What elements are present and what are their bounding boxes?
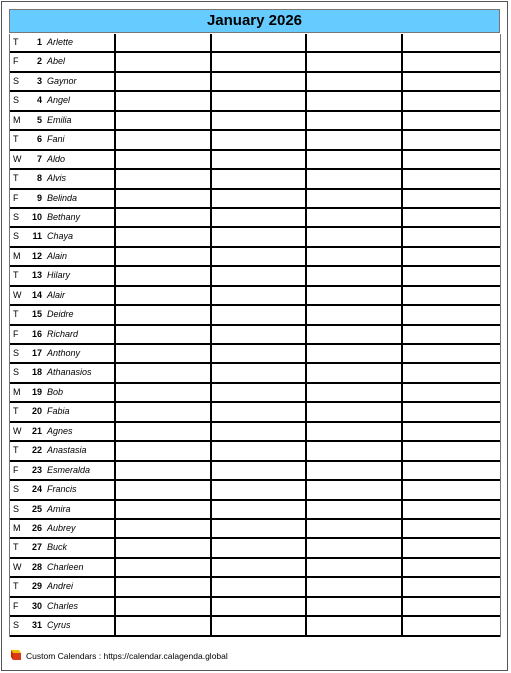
day-row: [10, 228, 500, 247]
day-row: [10, 462, 500, 481]
day-name-day: Fani: [47, 134, 65, 145]
day-name-day: Angel: [47, 95, 71, 106]
day-row: [10, 598, 500, 617]
day-name-day: Anastasia: [47, 445, 87, 456]
day-number: 2: [36, 56, 42, 67]
day-number: 14: [31, 289, 42, 300]
weekday-letter: W: [13, 289, 22, 300]
day-name-day: Aubrey: [47, 522, 76, 533]
day-number: 20: [31, 406, 42, 417]
day-row: [10, 617, 500, 636]
weekday-letter: W: [13, 561, 22, 572]
day-name-day: Charles: [47, 600, 79, 611]
weekday-letter: W: [13, 425, 22, 436]
day-number: 1: [36, 37, 42, 47]
weekday-letter: S: [13, 367, 20, 378]
day-row: [10, 248, 500, 267]
footer-link[interactable]: Custom Calendars : https://calendar.calagenda.global: [26, 651, 228, 661]
weekday-letter: S: [13, 231, 20, 242]
day-name-day: Alvis: [47, 173, 67, 184]
weekday-letter: M: [13, 522, 21, 533]
day-row: [10, 481, 500, 500]
weekday-letter: T: [13, 445, 19, 456]
weekday-letter: M: [13, 114, 21, 125]
day-name-day: Abel: [47, 56, 66, 67]
day-number: 5: [36, 114, 42, 125]
day-row: [10, 364, 500, 383]
day-name-day: Alair: [47, 289, 66, 300]
weekday-letter: W: [13, 153, 22, 164]
weekday-letter: F: [13, 464, 19, 475]
column-divider: [210, 34, 212, 637]
weekday-letter: T: [13, 173, 19, 184]
day-row: [10, 559, 500, 578]
day-number: 8: [36, 173, 42, 184]
day-number: 4: [36, 95, 42, 106]
weekday-letter: M: [13, 386, 21, 397]
day-row: [10, 287, 500, 306]
day-row: [10, 423, 500, 442]
weekday-letter: F: [13, 328, 19, 339]
day-name-day: Esmeralda: [47, 464, 91, 475]
month-title: January 2026: [9, 9, 500, 33]
day-name-day: Francis: [47, 484, 77, 495]
weekday-letter: F: [13, 56, 19, 67]
day-grid: [9, 34, 501, 637]
day-row: [10, 578, 500, 597]
day-row: [10, 53, 500, 72]
day-number: 29: [31, 581, 42, 592]
weekday-letter: M: [13, 250, 21, 261]
day-number: 19: [31, 386, 42, 397]
day-number: 11: [32, 231, 42, 242]
day-row: [10, 442, 500, 461]
weekday-letter: F: [13, 600, 19, 611]
day-row: [10, 131, 500, 150]
day-name-day: Athanasios: [47, 367, 92, 378]
day-row: [10, 190, 500, 209]
weekday-letter: S: [13, 348, 20, 358]
day-number: 3: [36, 75, 42, 86]
weekday-letter: T: [13, 309, 19, 320]
day-number: 24: [31, 484, 42, 495]
day-name-day: Agnes: [47, 425, 73, 436]
day-number: 21: [31, 425, 42, 436]
day-number: 7: [36, 153, 42, 164]
day-name-day: Charleen: [47, 561, 84, 572]
day-number: 12: [31, 250, 42, 261]
weekday-letter: T: [13, 270, 19, 281]
weekday-letter: T: [13, 406, 19, 417]
day-row: [10, 267, 500, 286]
weekday-letter: T: [13, 542, 19, 553]
column-divider: [114, 34, 116, 637]
day-number: 17: [31, 348, 42, 358]
day-number: 15: [31, 309, 42, 320]
calendar-logo-icon: [10, 649, 22, 661]
day-number: 30: [31, 600, 42, 611]
weekday-letter: T: [13, 581, 19, 592]
day-number: 13: [31, 270, 42, 281]
day-row: [10, 345, 500, 364]
day-name-day: Emilia: [47, 114, 72, 125]
day-row: [10, 209, 500, 228]
weekday-letter: S: [13, 484, 20, 495]
weekday-letter: S: [13, 620, 20, 631]
day-name-day: Bethany: [47, 211, 81, 222]
day-row: [10, 92, 500, 111]
column-divider: [305, 34, 307, 637]
weekday-letter: F: [13, 192, 19, 203]
day-row: [10, 151, 500, 170]
day-row: [10, 34, 500, 53]
day-row: [10, 384, 500, 403]
weekday-letter: S: [13, 503, 20, 514]
day-number: 26: [31, 522, 42, 533]
day-number: 31: [31, 620, 42, 631]
day-row: [10, 403, 500, 422]
day-row: [10, 501, 500, 520]
day-number: 27: [31, 542, 42, 553]
column-divider: [401, 34, 403, 637]
day-row: [10, 539, 500, 558]
day-row: [10, 112, 500, 131]
day-name-day: Bob: [47, 386, 64, 397]
day-name-day: Anthony: [47, 348, 81, 358]
day-row: [10, 306, 500, 325]
weekday-letter: S: [13, 75, 20, 86]
weekday-letter: T: [13, 37, 19, 47]
day-name-day: Cyrus: [47, 620, 71, 631]
day-name-day: Hilary: [47, 270, 71, 281]
day-name-day: Aldo: [47, 153, 66, 164]
day-number: 6: [36, 134, 42, 145]
weekday-letter: T: [13, 134, 19, 145]
footer: [10, 648, 450, 664]
day-name-day: Buck: [47, 542, 68, 553]
day-name-day: Alain: [47, 250, 68, 261]
day-name-day: Belinda: [47, 192, 78, 203]
day-name-day: Arlette: [47, 37, 74, 47]
day-number: 23: [31, 464, 42, 475]
day-name-day: Gaynor: [47, 75, 77, 86]
day-row: [10, 170, 500, 189]
day-name-day: Deidre: [47, 309, 74, 320]
day-name-day: Amira: [47, 503, 71, 514]
day-name-day: Richard: [47, 328, 79, 339]
day-number: 25: [31, 503, 42, 514]
day-row: [10, 73, 500, 92]
day-name-day: Fabia: [47, 406, 70, 417]
day-number: 22: [31, 445, 42, 456]
day-number: 28: [31, 561, 42, 572]
day-number: 10: [31, 211, 42, 222]
weekday-letter: S: [13, 211, 20, 222]
weekday-letter: S: [13, 95, 20, 106]
day-number: 18: [31, 367, 42, 378]
day-name-day: Chaya: [47, 231, 74, 242]
day-number: 16: [31, 328, 42, 339]
day-name-day: Andrei: [47, 581, 74, 592]
day-row: [10, 520, 500, 539]
day-row: [10, 326, 500, 345]
day-number: 9: [36, 192, 42, 203]
